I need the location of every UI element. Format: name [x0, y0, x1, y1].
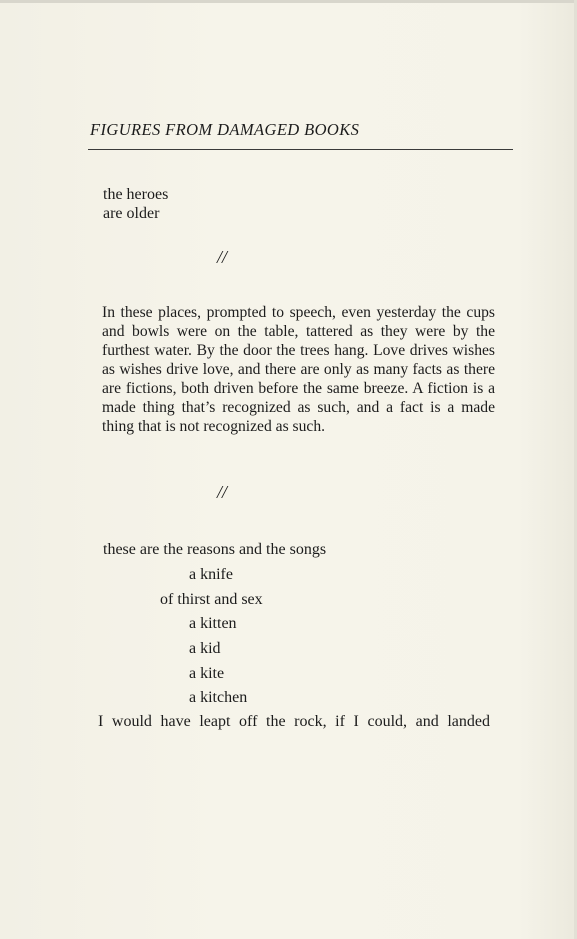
stanza-two-line-thirst: of thirst and sex	[160, 591, 263, 608]
stanza-two-line-kid: a kid	[189, 640, 221, 657]
stanza-two-line-kite: a kite	[189, 665, 225, 682]
header-rule	[88, 149, 513, 150]
section-separator-1: //	[217, 247, 228, 267]
stanza-two-line-kitten: a kitten	[189, 615, 237, 632]
stanza-two-line-kitchen: a kitchen	[189, 689, 248, 706]
prose-paragraph: In these places, prompted to speech, even yesterday the cups and bowls were on the table, tattered as they were by the furthest water. By the door the trees hang. Love drives wishes as wishes drive love, and there are only as many facts as there are fictions, both driven before the same breeze. A fiction is a made thing that’s recognized as such, and a fact is a made thing that is not recognized as such.	[102, 304, 495, 435]
running-head-title: FIGURES FROM DAMAGED BOOKS	[90, 120, 360, 139]
stanza-two-intro: these are the reasons and the songs	[103, 541, 327, 558]
stanza-one-line-2: are older	[103, 205, 160, 222]
stanza-two-line-knife: a knife	[189, 566, 233, 583]
page-top-edge	[0, 0, 577, 3]
closing-line: I would have leapt off the rock, if I could, and landed	[98, 713, 490, 730]
stanza-one-line-1: the heroes	[103, 186, 169, 203]
section-separator-2: //	[217, 482, 228, 502]
